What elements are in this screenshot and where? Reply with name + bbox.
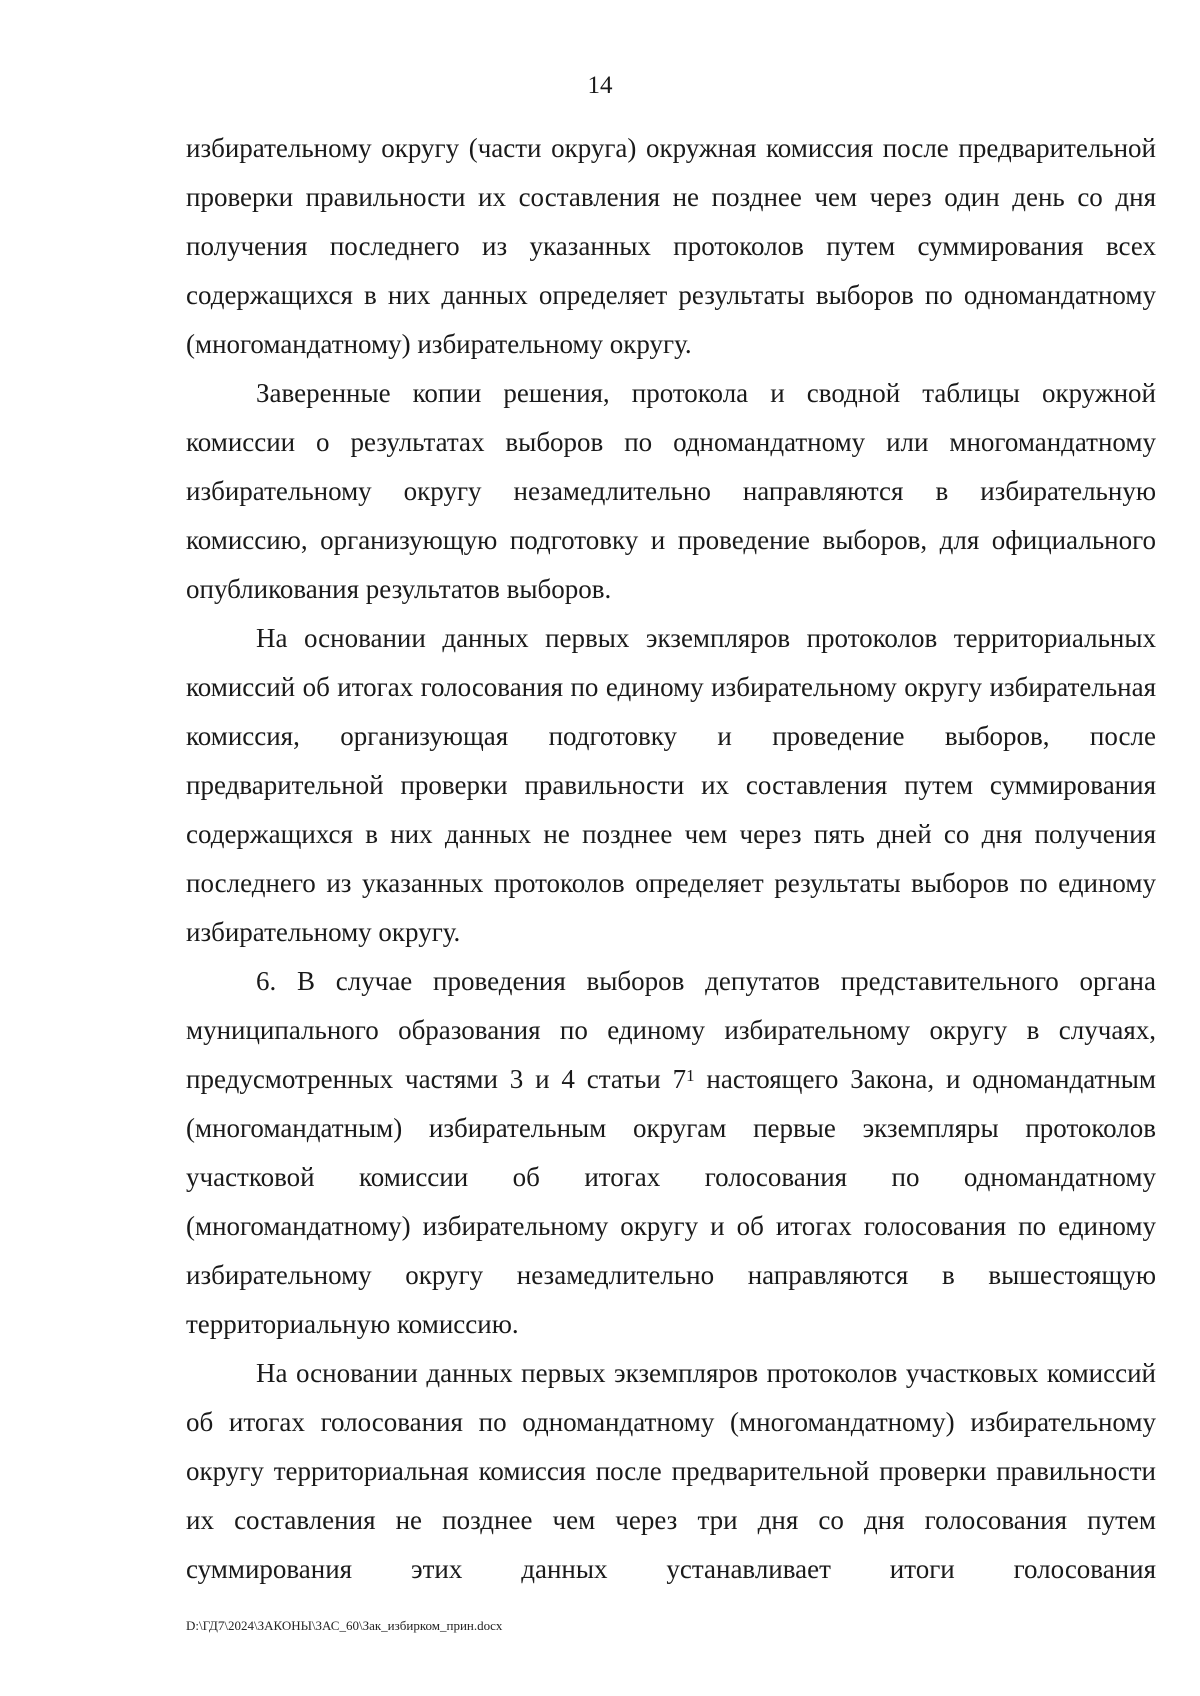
paragraph-4-text-before: 6. В случае проведения выборов депутатов представительного органа муниципального образования по единому избирательному округу в случаях, предусмотренных частями 3 и 4 статьи 7 bbox=[186, 966, 1156, 1094]
paragraph-2: Заверенные копии решения, протокола и сводной таблицы окружной комиссии о результатах выборов по одномандатному или многомандатному избирательному округу незамедлительно направляются в избирательную комиссию, организующую подготовку и проведение выборов, для официального опубликования результатов выборов. bbox=[186, 378, 1156, 604]
paragraph-4-text-after: настоящего Закона, и одномандатным (многомандатным) избирательным округам первые экземпляры протоколов участковой комиссии об итогах голосования по одномандатному (многомандатному) избирательному округу и об итогах голосования по единому избирательному округу незамедлительно направляются в вышестоящую территориальную комиссию. bbox=[186, 1064, 1156, 1339]
paragraph-3: На основании данных первых экземпляров протоколов территориальных комиссий об итогах голосования по единому избирательному округу избирательная комиссия, организующая подготовку и проведение выборов, после предварительной проверки правильности их составления путем суммирования содержащихся в них данных не позднее чем через пять дней со дня получения последнего из указанных протоколов определяет результаты выборов по единому избирательному округу. bbox=[186, 623, 1156, 947]
footer-file-path: D:\ГД7\2024\ЗАКОНЫ\ЗАС_60\Зак_избирком_прин.docx bbox=[186, 1618, 503, 1633]
paragraph-4 bbox=[186, 957, 1156, 1349]
page-number: 14 bbox=[587, 72, 613, 99]
superscript-number: 1 bbox=[686, 1066, 695, 1085]
document-body bbox=[186, 124, 1156, 1594]
paragraph-5: На основании данных первых экземпляров протоколов участковых комиссий об итогах голосования по одномандатному (многомандатному) избирательному округу территориальная комиссия после предварительной проверки правильности их составления не позднее чем через три дня со дня голосования путем суммирования этих данных устанавливает итоги голосования bbox=[186, 1358, 1156, 1584]
paragraph-1: избирательному округу (части округа) окружная комиссия после предварительной проверки правильности их составления не позднее чем через один день со дня получения последнего из указанных протоколов путем суммирования всех содержащихся в них данных определяет результаты выборов по одномандатному (многомандатному) избирательному округу. bbox=[186, 133, 1156, 359]
